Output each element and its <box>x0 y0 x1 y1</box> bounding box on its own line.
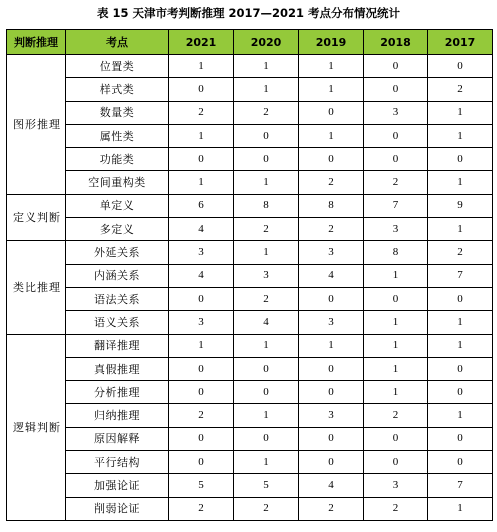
category-cell: 逻辑判断 <box>7 334 66 520</box>
value-cell: 1 <box>234 78 299 101</box>
value-cell: 8 <box>234 194 299 217</box>
table-row <box>7 124 493 147</box>
topic-cell: 外延关系 <box>66 241 169 264</box>
value-cell: 0 <box>364 55 428 78</box>
value-cell: 1 <box>364 357 428 380</box>
value-cell: 2 <box>234 287 299 310</box>
value-cell: 0 <box>364 451 428 474</box>
value-cell: 0 <box>299 101 364 124</box>
value-cell: 7 <box>428 264 493 287</box>
value-cell: 0 <box>234 381 299 404</box>
topic-cell: 属性类 <box>66 124 169 147</box>
value-cell: 4 <box>299 474 364 497</box>
value-cell: 2 <box>234 497 299 520</box>
table-row <box>7 55 493 78</box>
value-cell: 0 <box>169 357 234 380</box>
value-cell: 2 <box>234 101 299 124</box>
table-row <box>7 357 493 380</box>
value-cell: 0 <box>234 427 299 450</box>
value-cell: 1 <box>299 124 364 147</box>
table-row <box>7 101 493 124</box>
value-cell: 1 <box>428 124 493 147</box>
value-cell: 1 <box>428 334 493 357</box>
value-cell: 1 <box>169 124 234 147</box>
value-cell: 0 <box>169 451 234 474</box>
value-cell: 0 <box>428 381 493 404</box>
value-cell: 1 <box>234 241 299 264</box>
value-cell: 2 <box>169 404 234 427</box>
value-cell: 1 <box>364 264 428 287</box>
table-row <box>7 334 493 357</box>
value-cell: 0 <box>169 287 234 310</box>
table-row <box>7 218 493 241</box>
value-cell: 0 <box>364 287 428 310</box>
table-row <box>7 78 493 101</box>
value-cell: 4 <box>169 264 234 287</box>
value-cell: 5 <box>234 474 299 497</box>
topic-cell: 语义关系 <box>66 311 169 334</box>
value-cell: 6 <box>169 194 234 217</box>
topic-cell: 空间重构类 <box>66 171 169 194</box>
value-cell: 5 <box>169 474 234 497</box>
value-cell: 7 <box>364 194 428 217</box>
topic-cell: 数量类 <box>66 101 169 124</box>
table-title: 表 15 天津市考判断推理 2017—2021 考点分布情况统计 <box>96 6 401 20</box>
value-cell: 2 <box>299 497 364 520</box>
value-cell: 3 <box>364 474 428 497</box>
value-cell: 3 <box>299 311 364 334</box>
header-year: 2017 <box>428 30 493 55</box>
value-cell: 0 <box>234 357 299 380</box>
value-cell: 1 <box>299 55 364 78</box>
value-cell: 0 <box>428 287 493 310</box>
topic-cell: 功能类 <box>66 148 169 171</box>
table-row <box>7 451 493 474</box>
header-year: 2020 <box>234 30 299 55</box>
category-cell: 定义判断 <box>7 194 66 241</box>
value-cell: 2 <box>428 241 493 264</box>
value-cell: 0 <box>299 451 364 474</box>
topic-cell: 语法关系 <box>66 287 169 310</box>
value-cell: 0 <box>299 148 364 171</box>
topic-cell: 归纳推理 <box>66 404 169 427</box>
table-row <box>7 311 493 334</box>
header-year: 2021 <box>169 30 234 55</box>
topic-cell: 单定义 <box>66 194 169 217</box>
value-cell: 2 <box>364 171 428 194</box>
value-cell: 0 <box>169 148 234 171</box>
value-cell: 1 <box>234 55 299 78</box>
topic-cell: 真假推理 <box>66 357 169 380</box>
value-cell: 0 <box>169 427 234 450</box>
value-cell: 0 <box>364 124 428 147</box>
topic-cell: 平行结构 <box>66 451 169 474</box>
topic-cell: 翻译推理 <box>66 334 169 357</box>
value-cell: 2 <box>234 218 299 241</box>
topic-cell: 分析推理 <box>66 381 169 404</box>
value-cell: 1 <box>428 171 493 194</box>
value-cell: 8 <box>364 241 428 264</box>
value-cell: 0 <box>428 427 493 450</box>
value-cell: 1 <box>428 218 493 241</box>
header-year: 2018 <box>364 30 428 55</box>
value-cell: 0 <box>234 148 299 171</box>
value-cell: 1 <box>299 334 364 357</box>
value-cell: 1 <box>169 55 234 78</box>
value-cell: 0 <box>299 427 364 450</box>
value-cell: 1 <box>234 451 299 474</box>
table-row <box>7 404 493 427</box>
value-cell: 8 <box>299 194 364 217</box>
value-cell: 2 <box>169 497 234 520</box>
value-cell: 1 <box>428 497 493 520</box>
table-row <box>7 474 493 497</box>
value-cell: 1 <box>234 404 299 427</box>
value-cell: 2 <box>299 171 364 194</box>
value-cell: 1 <box>364 334 428 357</box>
header-year: 2019 <box>299 30 364 55</box>
value-cell: 1 <box>364 381 428 404</box>
value-cell: 1 <box>299 78 364 101</box>
table-row <box>7 148 493 171</box>
topic-cell: 位置类 <box>66 55 169 78</box>
header-topic: 考点 <box>66 30 169 55</box>
value-cell: 2 <box>299 218 364 241</box>
table-row <box>7 427 493 450</box>
value-cell: 3 <box>169 311 234 334</box>
header-category: 判断推理 <box>7 30 66 55</box>
value-cell: 1 <box>169 171 234 194</box>
category-cell: 图形推理 <box>7 55 66 195</box>
value-cell: 0 <box>364 427 428 450</box>
value-cell: 0 <box>299 381 364 404</box>
value-cell: 2 <box>169 101 234 124</box>
table-body <box>7 55 493 521</box>
table-header <box>7 30 493 55</box>
table-row <box>7 264 493 287</box>
value-cell: 2 <box>364 497 428 520</box>
table-row <box>7 241 493 264</box>
value-cell: 0 <box>364 78 428 101</box>
value-cell: 0 <box>299 287 364 310</box>
topic-cell: 原因解释 <box>66 427 169 450</box>
value-cell: 2 <box>364 404 428 427</box>
value-cell: 9 <box>428 194 493 217</box>
topic-cell: 内涵关系 <box>66 264 169 287</box>
value-cell: 3 <box>364 101 428 124</box>
value-cell: 0 <box>428 148 493 171</box>
value-cell: 4 <box>169 218 234 241</box>
topic-cell: 样式类 <box>66 78 169 101</box>
value-cell: 1 <box>234 334 299 357</box>
value-cell: 4 <box>299 264 364 287</box>
value-cell: 0 <box>299 357 364 380</box>
value-cell: 1 <box>169 334 234 357</box>
value-cell: 0 <box>169 381 234 404</box>
table-row <box>7 194 493 217</box>
value-cell: 3 <box>364 218 428 241</box>
topic-cell: 多定义 <box>66 218 169 241</box>
value-cell: 1 <box>234 171 299 194</box>
value-cell: 0 <box>364 148 428 171</box>
value-cell: 3 <box>169 241 234 264</box>
value-cell: 7 <box>428 474 493 497</box>
statistics-table <box>6 29 493 521</box>
table-row <box>7 171 493 194</box>
value-cell: 3 <box>234 264 299 287</box>
value-cell: 0 <box>234 124 299 147</box>
value-cell: 4 <box>234 311 299 334</box>
value-cell: 1 <box>428 311 493 334</box>
value-cell: 1 <box>364 311 428 334</box>
table-row <box>7 287 493 310</box>
value-cell: 2 <box>428 78 493 101</box>
table-row <box>7 381 493 404</box>
value-cell: 0 <box>428 55 493 78</box>
topic-cell: 加强论证 <box>66 474 169 497</box>
header-row <box>7 30 493 55</box>
value-cell: 1 <box>428 404 493 427</box>
category-cell: 类比推理 <box>7 241 66 334</box>
value-cell: 1 <box>428 101 493 124</box>
table-row <box>7 497 493 520</box>
value-cell: 0 <box>169 78 234 101</box>
value-cell: 0 <box>428 451 493 474</box>
value-cell: 3 <box>299 404 364 427</box>
topic-cell: 削弱论证 <box>66 497 169 520</box>
value-cell: 3 <box>299 241 364 264</box>
value-cell: 0 <box>428 357 493 380</box>
